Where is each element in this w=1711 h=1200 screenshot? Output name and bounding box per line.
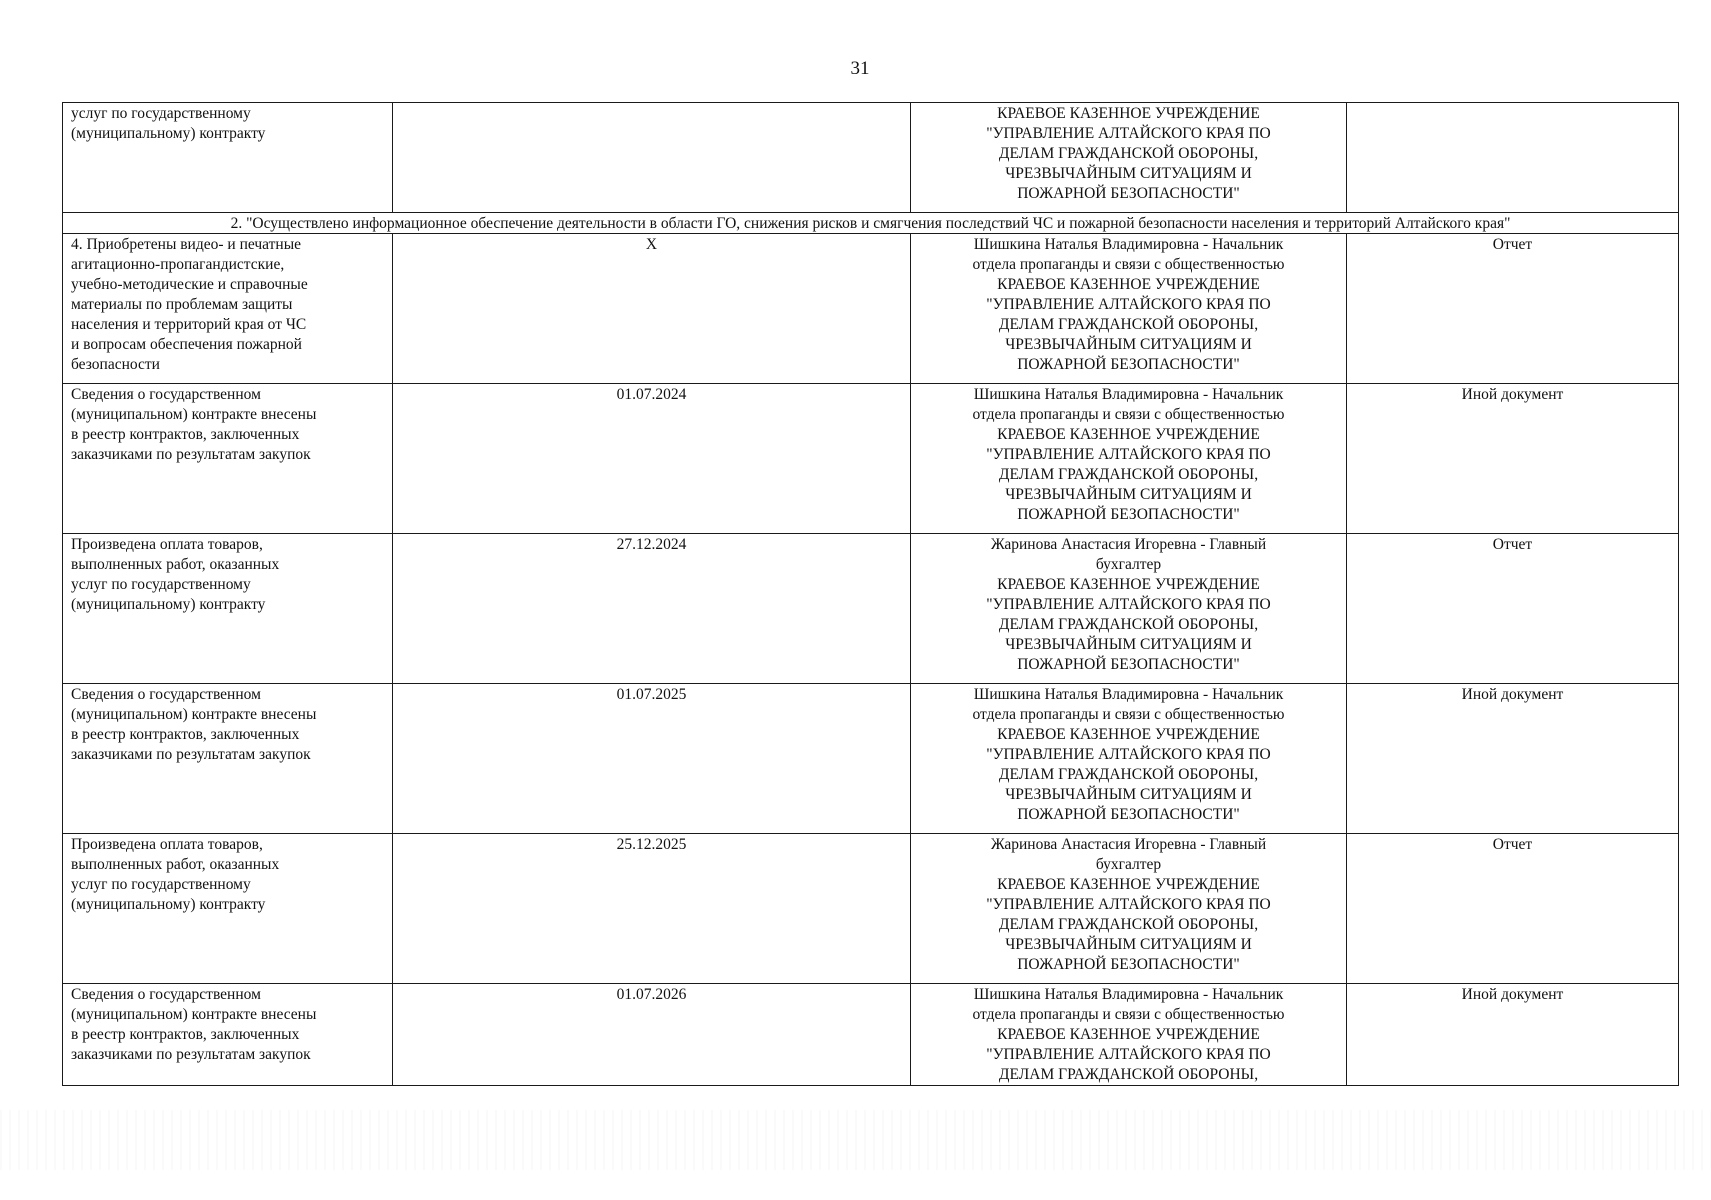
responsible-cell: Жаринова Анастасия Игоревна - Главный бухгалтер КРАЕВОЕ КАЗЕННОЕ УЧРЕЖДЕНИЕ "УПРАВЛЕНИЕ АЛТАЙСКОГО КРАЯ ПО ДЕЛАМ ГРАЖДАНСКОЙ ОБОРОНЫ, ЧРЕЗВЫЧАЙНЫМ СИТУАЦИЯМ И ПОЖАРНОЙ БЕЗОПАСНОСТИ"	[911, 834, 1347, 984]
event-name-cell: 4. Приобретены видео- и печатные агитационно-пропагандистские, учебно-методические и справочные материалы по проблемам защиты населения и территорий края от ЧС и вопросам обеспечения пожарной безопасности	[63, 234, 393, 384]
responsible-cell: КРАЕВОЕ КАЗЕННОЕ УЧРЕЖДЕНИЕ "УПРАВЛЕНИЕ АЛТАЙСКОГО КРАЯ ПО ДЕЛАМ ГРАЖДАНСКОЙ ОБОРОНЫ, ЧРЕЗВЫЧАЙНЫМ СИТУАЦИЯМ И ПОЖАРНОЙ БЕЗОПАСНОСТИ"	[911, 103, 1347, 213]
page-number: 31	[850, 58, 870, 79]
event-name-cell: Произведена оплата товаров, выполненных работ, оказанных услуг по государственному (муниципальному) контракту	[63, 534, 393, 684]
table-row	[63, 834, 1679, 984]
document-type-cell: Иной документ	[1347, 684, 1679, 834]
responsible-cell: Шишкина Наталья Владимировна - Начальник отдела пропаганды и связи с общественностью КРАЕВОЕ КАЗЕННОЕ УЧРЕЖДЕНИЕ "УПРАВЛЕНИЕ АЛТАЙСКОГО КРАЯ ПО ДЕЛАМ ГРАЖДАНСКОЙ ОБОРОНЫ, ЧРЕЗВЫЧАЙНЫМ СИТУАЦИЯМ И ПОЖАРНОЙ БЕЗОПАСНОСТИ"	[911, 384, 1347, 534]
document-type-cell: Иной документ	[1347, 384, 1679, 534]
event-name-cell: услуг по государственному (муниципальному) контракту	[63, 103, 393, 213]
date-cell: 01.07.2025	[393, 684, 911, 834]
event-name-cell: Сведения о государственном (муниципальном) контракте внесены в реестр контрактов, заключенных заказчиками по результатам закупок	[63, 984, 393, 1086]
document-type-cell: Отчет	[1347, 534, 1679, 684]
table-row	[63, 234, 1679, 384]
date-cell: 27.12.2024	[393, 534, 911, 684]
responsible-cell: Жаринова Анастасия Игоревна - Главный бухгалтер КРАЕВОЕ КАЗЕННОЕ УЧРЕЖДЕНИЕ "УПРАВЛЕНИЕ АЛТАЙСКОГО КРАЯ ПО ДЕЛАМ ГРАЖДАНСКОЙ ОБОРОНЫ, ЧРЕЗВЫЧАЙНЫМ СИТУАЦИЯМ И ПОЖАРНОЙ БЕЗОПАСНОСТИ"	[911, 534, 1347, 684]
document-type-cell: Иной документ	[1347, 984, 1679, 1086]
date-cell	[393, 103, 911, 213]
document-type-cell: Отчет	[1347, 234, 1679, 384]
date-cell: 01.07.2026	[393, 984, 911, 1086]
event-name-cell: Произведена оплата товаров, выполненных работ, оказанных услуг по государственному (муниципальному) контракту	[63, 834, 393, 984]
section-header-row	[63, 213, 1679, 234]
document-type-cell: Отчет	[1347, 834, 1679, 984]
responsible-cell: Шишкина Наталья Владимировна - Начальник отдела пропаганды и связи с общественностью КРАЕВОЕ КАЗЕННОЕ УЧРЕЖДЕНИЕ "УПРАВЛЕНИЕ АЛТАЙСКОГО КРАЯ ПО ДЕЛАМ ГРАЖДАНСКОЙ ОБОРОНЫ, ЧРЕЗВЫЧАЙНЫМ СИТУАЦИЯМ И ПОЖАРНОЙ БЕЗОПАСНОСТИ"	[911, 234, 1347, 384]
scan-noise	[0, 1110, 1711, 1170]
plan-table	[62, 102, 1679, 1086]
table-row	[63, 984, 1679, 1086]
date-cell: 01.07.2024	[393, 384, 911, 534]
event-name-cell: Сведения о государственном (муниципальном) контракте внесены в реестр контрактов, заключенных заказчиками по результатам закупок	[63, 384, 393, 534]
table-row	[63, 103, 1679, 213]
event-name-cell: Сведения о государственном (муниципальном) контракте внесены в реестр контрактов, заключенных заказчиками по результатам закупок	[63, 684, 393, 834]
table-row	[63, 534, 1679, 684]
responsible-cell: Шишкина Наталья Владимировна - Начальник отдела пропаганды и связи с общественностью КРАЕВОЕ КАЗЕННОЕ УЧРЕЖДЕНИЕ "УПРАВЛЕНИЕ АЛТАЙСКОГО КРАЯ ПО ДЕЛАМ ГРАЖДАНСКОЙ ОБОРОНЫ, ЧРЕЗВЫЧАЙНЫМ СИТУАЦИЯМ И ПОЖАРНОЙ БЕЗОПАСНОСТИ"	[911, 684, 1347, 834]
date-cell: X	[393, 234, 911, 384]
document-type-cell	[1347, 103, 1679, 213]
section-header: 2. "Осуществлено информационное обеспечение деятельности в области ГО, снижения рисков и смягчения последствий ЧС и пожарной безопасности населения и территорий Алтайского края"	[63, 213, 1679, 234]
date-cell: 25.12.2025	[393, 834, 911, 984]
table-row	[63, 684, 1679, 834]
responsible-cell: Шишкина Наталья Владимировна - Начальник отдела пропаганды и связи с общественностью КРАЕВОЕ КАЗЕННОЕ УЧРЕЖДЕНИЕ "УПРАВЛЕНИЕ АЛТАЙСКОГО КРАЯ ПО ДЕЛАМ ГРАЖДАНСКОЙ ОБОРОНЫ,	[911, 984, 1347, 1086]
table-row	[63, 384, 1679, 534]
